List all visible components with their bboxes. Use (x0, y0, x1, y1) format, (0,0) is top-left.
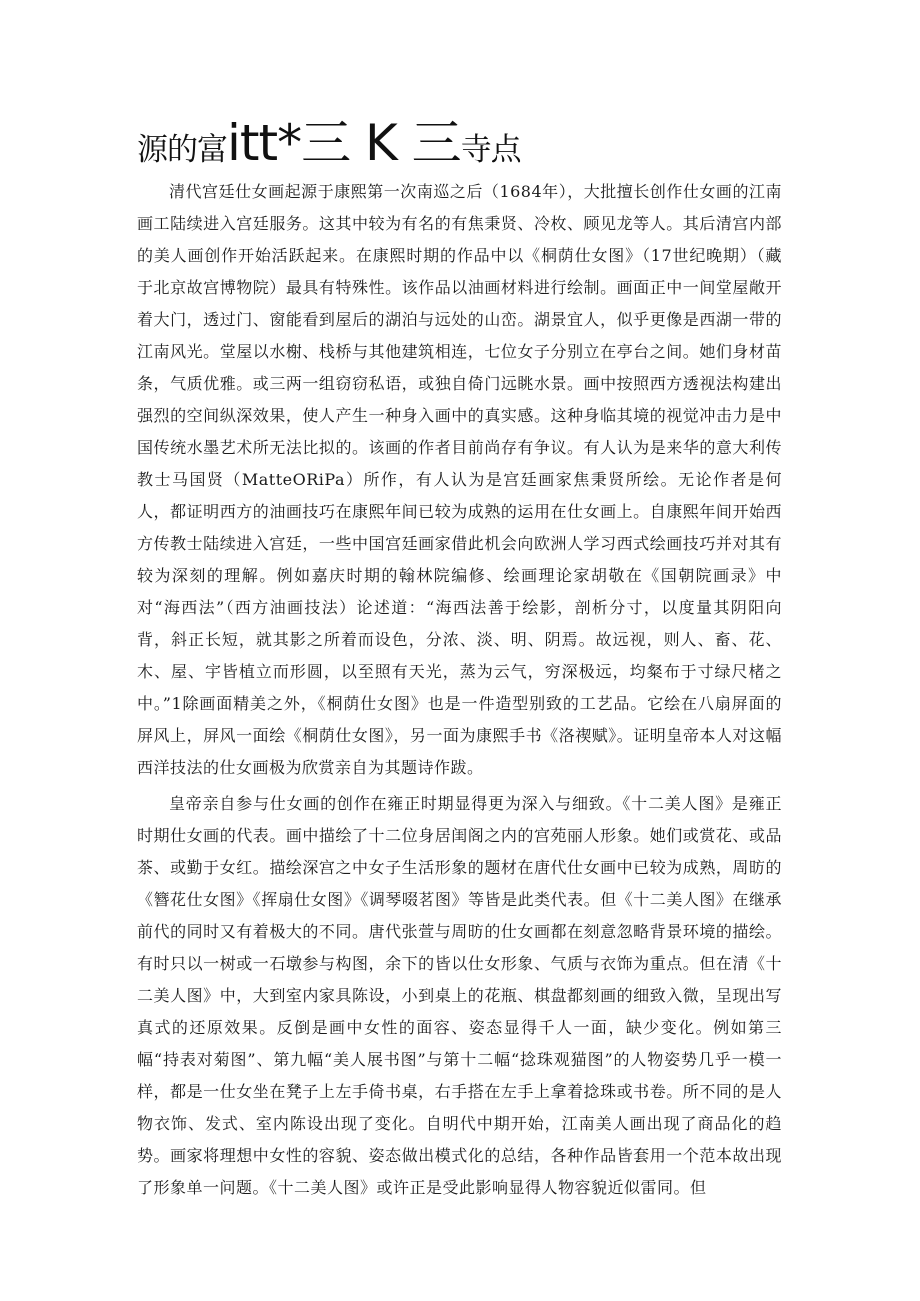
paragraph: 清代宫廷仕女画起源于康熙第一次南巡之后（1684年），大批擅长创作仕女画的江南画工陆续进入宫廷服务。这其中较为有名的有焦秉贤、冷枚、顾见龙等人。其后清宫内部的美人画创作开始活跃起来。在康熙时期的作品中以《桐荫仕女图》（17世纪晚期）（藏于北京故宫博物院）最具有特殊性。该作品以油画材料进行绘制。画面正中一间堂屋敞开着大门，透过门、窗能看到屋后的湖泊与远处的山峦。湖景宜人，似乎更像是西湖一带的江南风光。堂屋以水榭、栈桥与其他建筑相连，七位女子分别立在亭台之间。她们身材苗条，气质优雅。或三两一组窃窃私语，或独自倚门远眺水景。画中按照西方透视法构建出强烈的空间纵深效果，使人产生一种身入画中的真实感。这种身临其境的视觉冲击力是中国传统水墨艺术所无法比拟的。该画的作者目前尚存有争议。有人认为是来华的意大利传教士马国贤（MatteORiPa）所作，有人认为是宫廷画家焦秉贤所绘。无论作者是何人，都证明西方的油画技巧在康熙年间已较为成熟的运用在仕女画上。自康熙年间开始西方传教士陆续进入宫廷，一些中国宫廷画家借此机会向欧洲人学习西式绘画技巧并对其有较为深刻的理解。例如嘉庆时期的翰林院编修、绘画理论家胡敬在《国朝院画录》中对“海西法”（西方油画技法）论述道：“海西法善于绘影，剖析分寸，以度量其阴阳向背，斜正长短，就其影之所着而设色，分浓、淡、明、阴焉。故远视，则人、畜、花、木、屋、宇皆植立而形圆，以至照有天光，蒸为云气，穷深极远，均粲布于寸绿尺楮之中。”1除画面精美之外，《桐荫仕女图》也是一件造型别致的工艺品。它绘在八扇屏面的屏风上，屏风一面绘《桐荫仕女图》，另一面为康熙手书《洛禊赋》。证明皇帝本人对这幅西洋技法的仕女画极为欣赏亲自为其题诗作跋。 (137, 182, 782, 777)
title-mid: itt*三 K 三 (227, 114, 461, 172)
title-lead: 源的富 (137, 132, 227, 168)
article-body (137, 176, 782, 1208)
page-title (137, 114, 521, 172)
title-tail: 寺点 (460, 132, 521, 168)
paragraph: 皇帝亲自参与仕女画的创作在雍正时期显得更为深入与细致。《十二美人图》是雍正时期仕女画的代表。画中描绘了十二位身居闺阁之内的宫苑丽人形象。她们或赏花、或品茶、或勤于女红。描绘深宫之中女子生活形象的题材在唐代仕女画中已较为成熟，周昉的《簪花仕女图》《挥扇仕女图》《调琴啜茗图》等皆是此类代表。但《十二美人图》在继承前代的同时又有着极大的不同。唐代张萱与周昉的仕女画都在刻意忽略背景环境的描绘。有时只以一树或一石墩参与构图，余下的皆以仕女形象、气质与衣饰为重点。但在清《十二美人图》中，大到室内家具陈设，小到桌上的花瓶、棋盘都刻画的细致入微，呈现出写真式的还原效果。反倒是画中女性的面容、姿态显得千人一面，缺少变化。例如第三幅“持表对菊图”、第九幅“美人展书图”与第十二幅“捻珠观猫图”的人物姿势几乎一模一样，都是一仕女坐在凳子上左手倚书桌，右手搭在左手上拿着捻珠或书卷。所不同的是人物衣饰、发式、室内陈设出现了变化。自明代中期开始，江南美人画出现了商品化的趋势。画家将理想中女性的容貌、姿态做出模式化的总结，各种作品皆套用一个范本故出现了形象单一问题。《十二美人图》或许正是受此影响显得人物容貌近似雷同。但 (137, 794, 782, 1197)
